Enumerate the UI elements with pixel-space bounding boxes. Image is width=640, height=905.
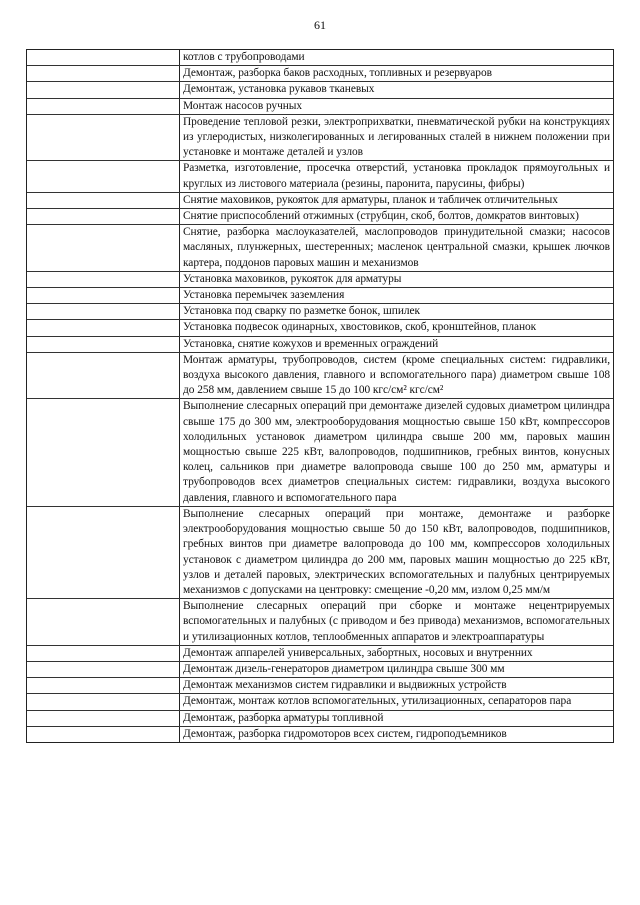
work-description: Выполнение слесарных операций при монтаже, демонтаже и разборке электрооборудования мощностью свыше 50 до 150 кВт, валопроводов, подшипников, гребных винтов при диаметре валопровода до 100 мм, компрессоров холодильных установок с диаметром цилиндра до 200 мм, паровых машин мощностью до 225 кВт, узлов и деталей паровых, электрических вспомогательных и палубных центрируемых механизмов с допусками на центровку: смещение -0,20 мм, излом 0,25 мм/м <box>183 507 610 596</box>
work-description: Выполнение слесарных операций при сборке и монтаже нецентрируемых вспомогательных и палубных (с приводом и без привода) механизмов, вспомогательных и утилизационных котлов, теплообменных аппаратов и электроаппаратуры <box>183 600 610 643</box>
work-description: Снятие, разборка маслоуказателей, маслопроводов принудительной смазки; насосов масляных, плунжерных, шестеренных; масленок центральной смазки, крышек лючков картера, поддонов паровых машин и механизмов <box>183 226 610 269</box>
table-row <box>27 66 613 82</box>
table-row <box>27 82 613 98</box>
empty-cell <box>27 193 180 208</box>
empty-cell <box>27 337 180 352</box>
empty-cell <box>27 599 180 645</box>
empty-cell <box>27 209 180 224</box>
table-row <box>27 678 613 694</box>
work-description: Монтаж арматуры, трубопроводов, систем (кроме специальных систем: гидравлики, воздуха высокого давления, главного и вспомогательного пара) диаметром свыше 108 до 258 мм, давлением свыше 15 до 100 кгс/см² кгс/см² <box>183 353 610 397</box>
work-description: Установка подвесок одинарных, хвостовиков, скоб, кронштейнов, планок <box>183 321 537 334</box>
work-description: Демонтаж дизель-генераторов диаметром цилиндра свыше 300 мм <box>183 662 505 675</box>
empty-cell <box>27 66 180 81</box>
table-row <box>27 711 613 727</box>
empty-cell <box>27 161 180 191</box>
empty-cell <box>27 225 180 271</box>
table-row <box>27 193 613 209</box>
empty-cell <box>27 82 180 97</box>
page-number: 61 <box>314 18 326 32</box>
empty-cell <box>27 353 180 399</box>
table-row <box>27 288 613 304</box>
work-description: Демонтаж, разборка баков расходных, топливных и резервуаров <box>183 67 492 80</box>
table-row <box>27 337 613 353</box>
table-row <box>27 209 613 225</box>
work-description: Разметка, изготовление, просечка отверстий, установка прокладок прямоугольных и круглых из листового материала (резины, паронита, парусины, фибры) <box>183 162 610 190</box>
empty-cell <box>27 727 180 742</box>
work-description: Демонтаж, разборка гидромоторов всех систем, гидроподъемников <box>183 727 507 740</box>
empty-cell <box>27 507 180 598</box>
table-row <box>27 99 613 115</box>
empty-cell <box>27 272 180 287</box>
table-row <box>27 353 613 400</box>
table-row <box>27 115 613 162</box>
table-row <box>27 399 613 506</box>
table-row <box>27 320 613 336</box>
table-row <box>27 50 613 66</box>
work-description: Снятие маховиков, рукояток для арматуры, планок и табличек отличительных <box>183 193 558 206</box>
work-description: Установка перемычек заземления <box>183 289 345 302</box>
empty-cell <box>27 678 180 693</box>
table-row <box>27 225 613 272</box>
empty-cell <box>27 662 180 677</box>
table-row <box>27 646 613 662</box>
work-description: Демонтаж механизмов систем гидравлики и выдвижных устройств <box>183 679 507 692</box>
empty-cell <box>27 50 180 65</box>
work-description: Установка под сварку по разметке бонок, шпилек <box>183 305 420 318</box>
work-description: Установка, снятие кожухов и временных ограждений <box>183 337 439 350</box>
empty-cell <box>27 320 180 335</box>
work-table <box>26 49 614 743</box>
table-row <box>27 507 613 599</box>
table-row <box>27 662 613 678</box>
work-description: Выполнение слесарных операций при демонтаже дизелей судовых диаметром цилиндра свыше 175 до 300 мм, электрооборудования мощностью свыше 150 кВт, компрессоров холодильных установок диаметром цилиндра свыше 200 мм, паровых машин мощностью свыше 225 кВт, валопроводов, подшипников, гребных винтов, конусных колец, сальников при диаметре валопровода свыше 100 до 250 мм, арматуры и трубопроводов всех диаметров специальных систем: гидравлики, воздуха высокого давления, главного и вспомогательного пара <box>183 400 610 504</box>
table-row <box>27 161 613 192</box>
empty-cell <box>27 399 180 505</box>
work-description: Снятие приспособлений отжимных (струбцин, скоб, болтов, домкратов винтовых) <box>183 210 579 223</box>
table-row <box>27 272 613 288</box>
empty-cell <box>27 115 180 161</box>
empty-cell <box>27 646 180 661</box>
table-row <box>27 694 613 710</box>
work-description: Установка маховиков, рукояток для арматуры <box>183 272 402 285</box>
work-description: Монтаж насосов ручных <box>183 99 303 112</box>
table-row <box>27 599 613 646</box>
work-description: котлов с трубопроводами <box>183 51 305 63</box>
empty-cell <box>27 288 180 303</box>
work-description: Демонтаж, монтаж котлов вспомогательных, утилизационных, сепараторов пара <box>183 695 572 708</box>
empty-cell <box>27 99 180 114</box>
empty-cell <box>27 711 180 726</box>
empty-cell <box>27 694 180 709</box>
work-description: Проведение тепловой резки, электроприхватки, пневматической рубки на конструкциях из углеродистых, низколегированных и легированных сталей в нижнем положении при установке и монтаже деталей и узлов <box>183 115 610 159</box>
table-row <box>27 304 613 320</box>
work-description: Демонтаж, разборка арматуры топливной <box>183 711 384 724</box>
empty-cell <box>27 304 180 319</box>
work-description: Демонтаж аппарелей универсальных, забортных, носовых и внутренних <box>183 646 533 659</box>
table-row <box>27 727 613 742</box>
work-description: Демонтаж, установка рукавов тканевых <box>183 83 375 96</box>
